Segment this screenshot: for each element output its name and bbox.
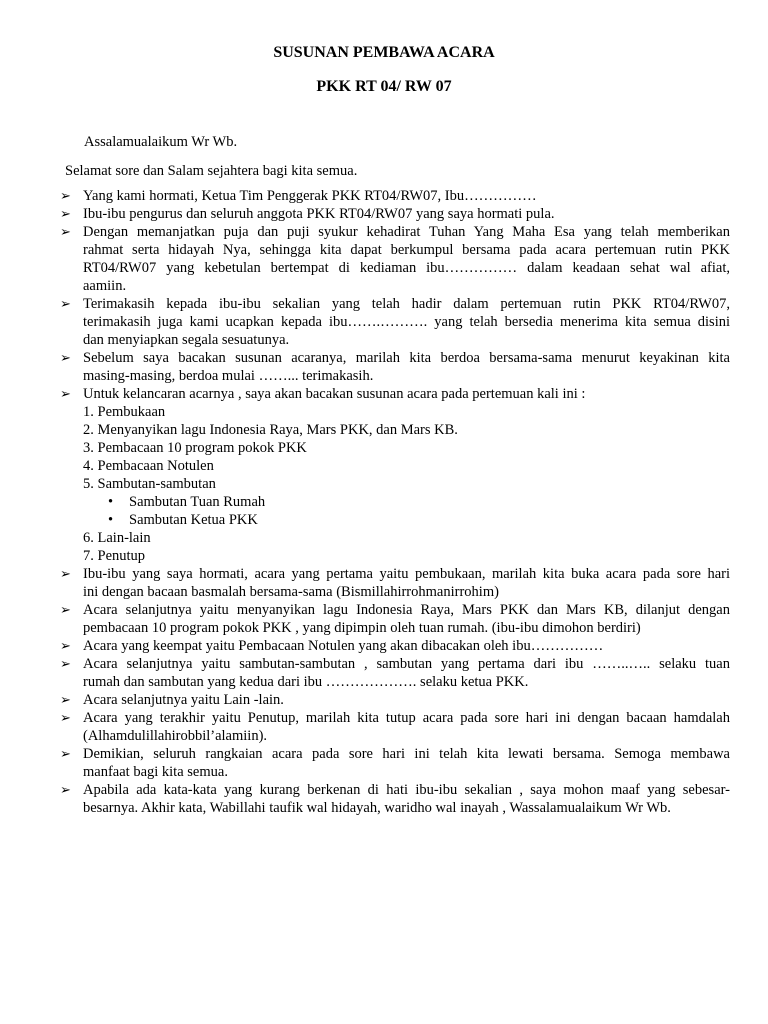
item-line: aamiin. [83,278,127,294]
speech-list [60,187,730,817]
arrowhead-icon: ➢ [60,206,71,221]
arrowhead-icon: ➢ [60,386,71,401]
list-item [60,709,730,745]
list-item [60,187,730,205]
agenda-sub-item [83,493,730,511]
arrowhead-icon: ➢ [60,782,71,797]
item-line: Yang kami hormati, Ketua Tim Penggerak PKK RT04/RW07, Ibu…………… [83,188,537,204]
arrowhead-icon: ➢ [60,188,71,203]
item-line: manfaat bagi kita semua. [83,764,228,780]
arrowhead-icon: ➢ [60,746,71,761]
agenda-list [60,403,730,565]
agenda-item: 2. Menyanyikan lagu Indonesia Raya, Mars PKK, dan Mars KB. [83,422,458,438]
item-line: rahmat serta hidayah Nya, sehingga kita dapat berkumpul bersama pada acara pertemuan rutin PKK [83,242,730,258]
document-title: SUSUNAN PEMBAWA ACARA [273,44,495,61]
agenda-item: 4. Pembacaan Notulen [83,458,214,474]
agenda-item: 3. Pembacaan 10 program pokok PKK [83,440,307,456]
item-line: besarnya. Akhir kata, Wabillahi taufik wal hidayah, waridho wal inayah , Wassalamualaikum Wr Wb. [83,800,671,816]
item-line: rumah dan sambutan yang kedua dari ibu ………………. selaku ketua PKK. [83,674,529,690]
item-line: Acara yang terakhir yaitu Penutup, marilah kita tutup acara pada sore hari ini dengan bacaan hamdalah [83,710,730,726]
bullet-icon: • [108,494,114,510]
item-line: RT04/RW07 yang kebetulan bertempat di kediaman ibu…………… dalam keadaan sehat wal afiat, [83,260,730,276]
arrowhead-icon: ➢ [60,710,71,725]
bullet-icon: • [108,512,114,528]
arrowhead-icon: ➢ [60,350,71,365]
item-line: terimakasih juga kami ucapkan kepada ibu…….………. yang telah bersedia menerima kita semua disini [83,314,730,330]
agenda-item: 6. Lain-lain [83,530,151,546]
agenda-sub-item-label: Sambutan Ketua PKK [129,512,258,528]
item-line: Acara selanjutnya yaitu Lain -lain. [83,692,284,708]
greeting-selamat: Selamat sore dan Salam sejahtera bagi kita semua. [65,163,358,179]
item-line: Sebelum saya bacakan susunan acaranya, marilah kita berdoa bersama-sama menurut keyakinan kita [83,350,730,366]
list-item [60,781,730,817]
greeting-salam: Assalamualaikum Wr Wb. [84,134,238,150]
list-item [60,637,730,655]
arrowhead-icon: ➢ [60,566,71,581]
item-line: Terimakasih kepada ibu-ibu sekalian yang telah hadir dalam pertemuan rutin PKK RT04/RW07, [83,296,730,312]
item-line: dan menyiapkan segala sesuatunya. [83,332,290,348]
agenda-item: 1. Pembukaan [83,404,166,420]
item-line: Ibu-ibu pengurus dan seluruh anggota PKK RT04/RW07 yang saya hormati pula. [83,206,555,222]
arrowhead-icon: ➢ [60,224,71,239]
item-line: Dengan memanjatkan puja dan puji syukur kehadirat Tuhan Yang Maha Esa yang telah memberikan [83,224,730,240]
list-item [60,349,730,385]
item-line: Apabila ada kata-kata yang kurang berkenan di hati ibu-ibu sekalian , saya mohon maaf yang sebesar- [83,782,730,798]
item-line: pembacaan 10 program pokok PKK , yang dipimpin oleh tuan rumah. (ibu-ibu dimohon berdiri) [83,620,641,636]
agenda-sub-item-label: Sambutan Tuan Rumah [129,494,266,510]
list-item [60,385,730,403]
arrowhead-icon: ➢ [60,692,71,707]
arrowhead-icon: ➢ [60,602,71,617]
agenda-item: 5. Sambutan-sambutan [83,476,216,492]
list-item [60,691,730,709]
item-line: (Alhamdulillahirobbil’alamiin). [83,728,268,744]
item-line: Acara yang keempat yaitu Pembacaan Notulen yang akan dibacakan oleh ibu…………… [83,638,604,654]
item-line: Acara selanjutnya yaitu sambutan-sambutan , sambutan yang pertama dari ibu ……..….. selaku tuan [83,656,730,672]
list-item [60,223,730,295]
agenda-sub-item [83,511,730,529]
item-line: ini dengan bacaan basmalah bersama-sama (Bismillahirrohmanirrohim) [83,584,499,600]
arrowhead-icon: ➢ [60,656,71,671]
item-line: Acara selanjutnya yaitu menyanyikan lagu Indonesia Raya, Mars PKK dan Mars KB, dilanjut dengan [83,602,730,618]
item-line: Demikian, seluruh rangkaian acara pada sore hari ini telah kita lewati bersama. Semoga membawa [83,746,730,762]
list-item [60,601,730,637]
arrowhead-icon: ➢ [60,638,71,653]
agenda-item: 7. Penutup [83,548,146,564]
document-subtitle: PKK RT 04/ RW 07 [316,78,452,95]
item-line: Untuk kelancaran acarnya , saya akan bacakan susunan acara pada pertemuan kali ini : [83,386,586,402]
list-item [60,295,730,349]
arrowhead-icon: ➢ [60,296,71,311]
item-line: Ibu-ibu yang saya hormati, acara yang pertama yaitu pembukaan, marilah kita buka acara pada sore hari [83,566,730,582]
list-item [60,565,730,601]
list-item [60,745,730,781]
list-item [60,655,730,691]
item-line: masing-masing, berdoa mulai ……... terimakasih. [83,368,374,384]
list-item [60,205,730,223]
